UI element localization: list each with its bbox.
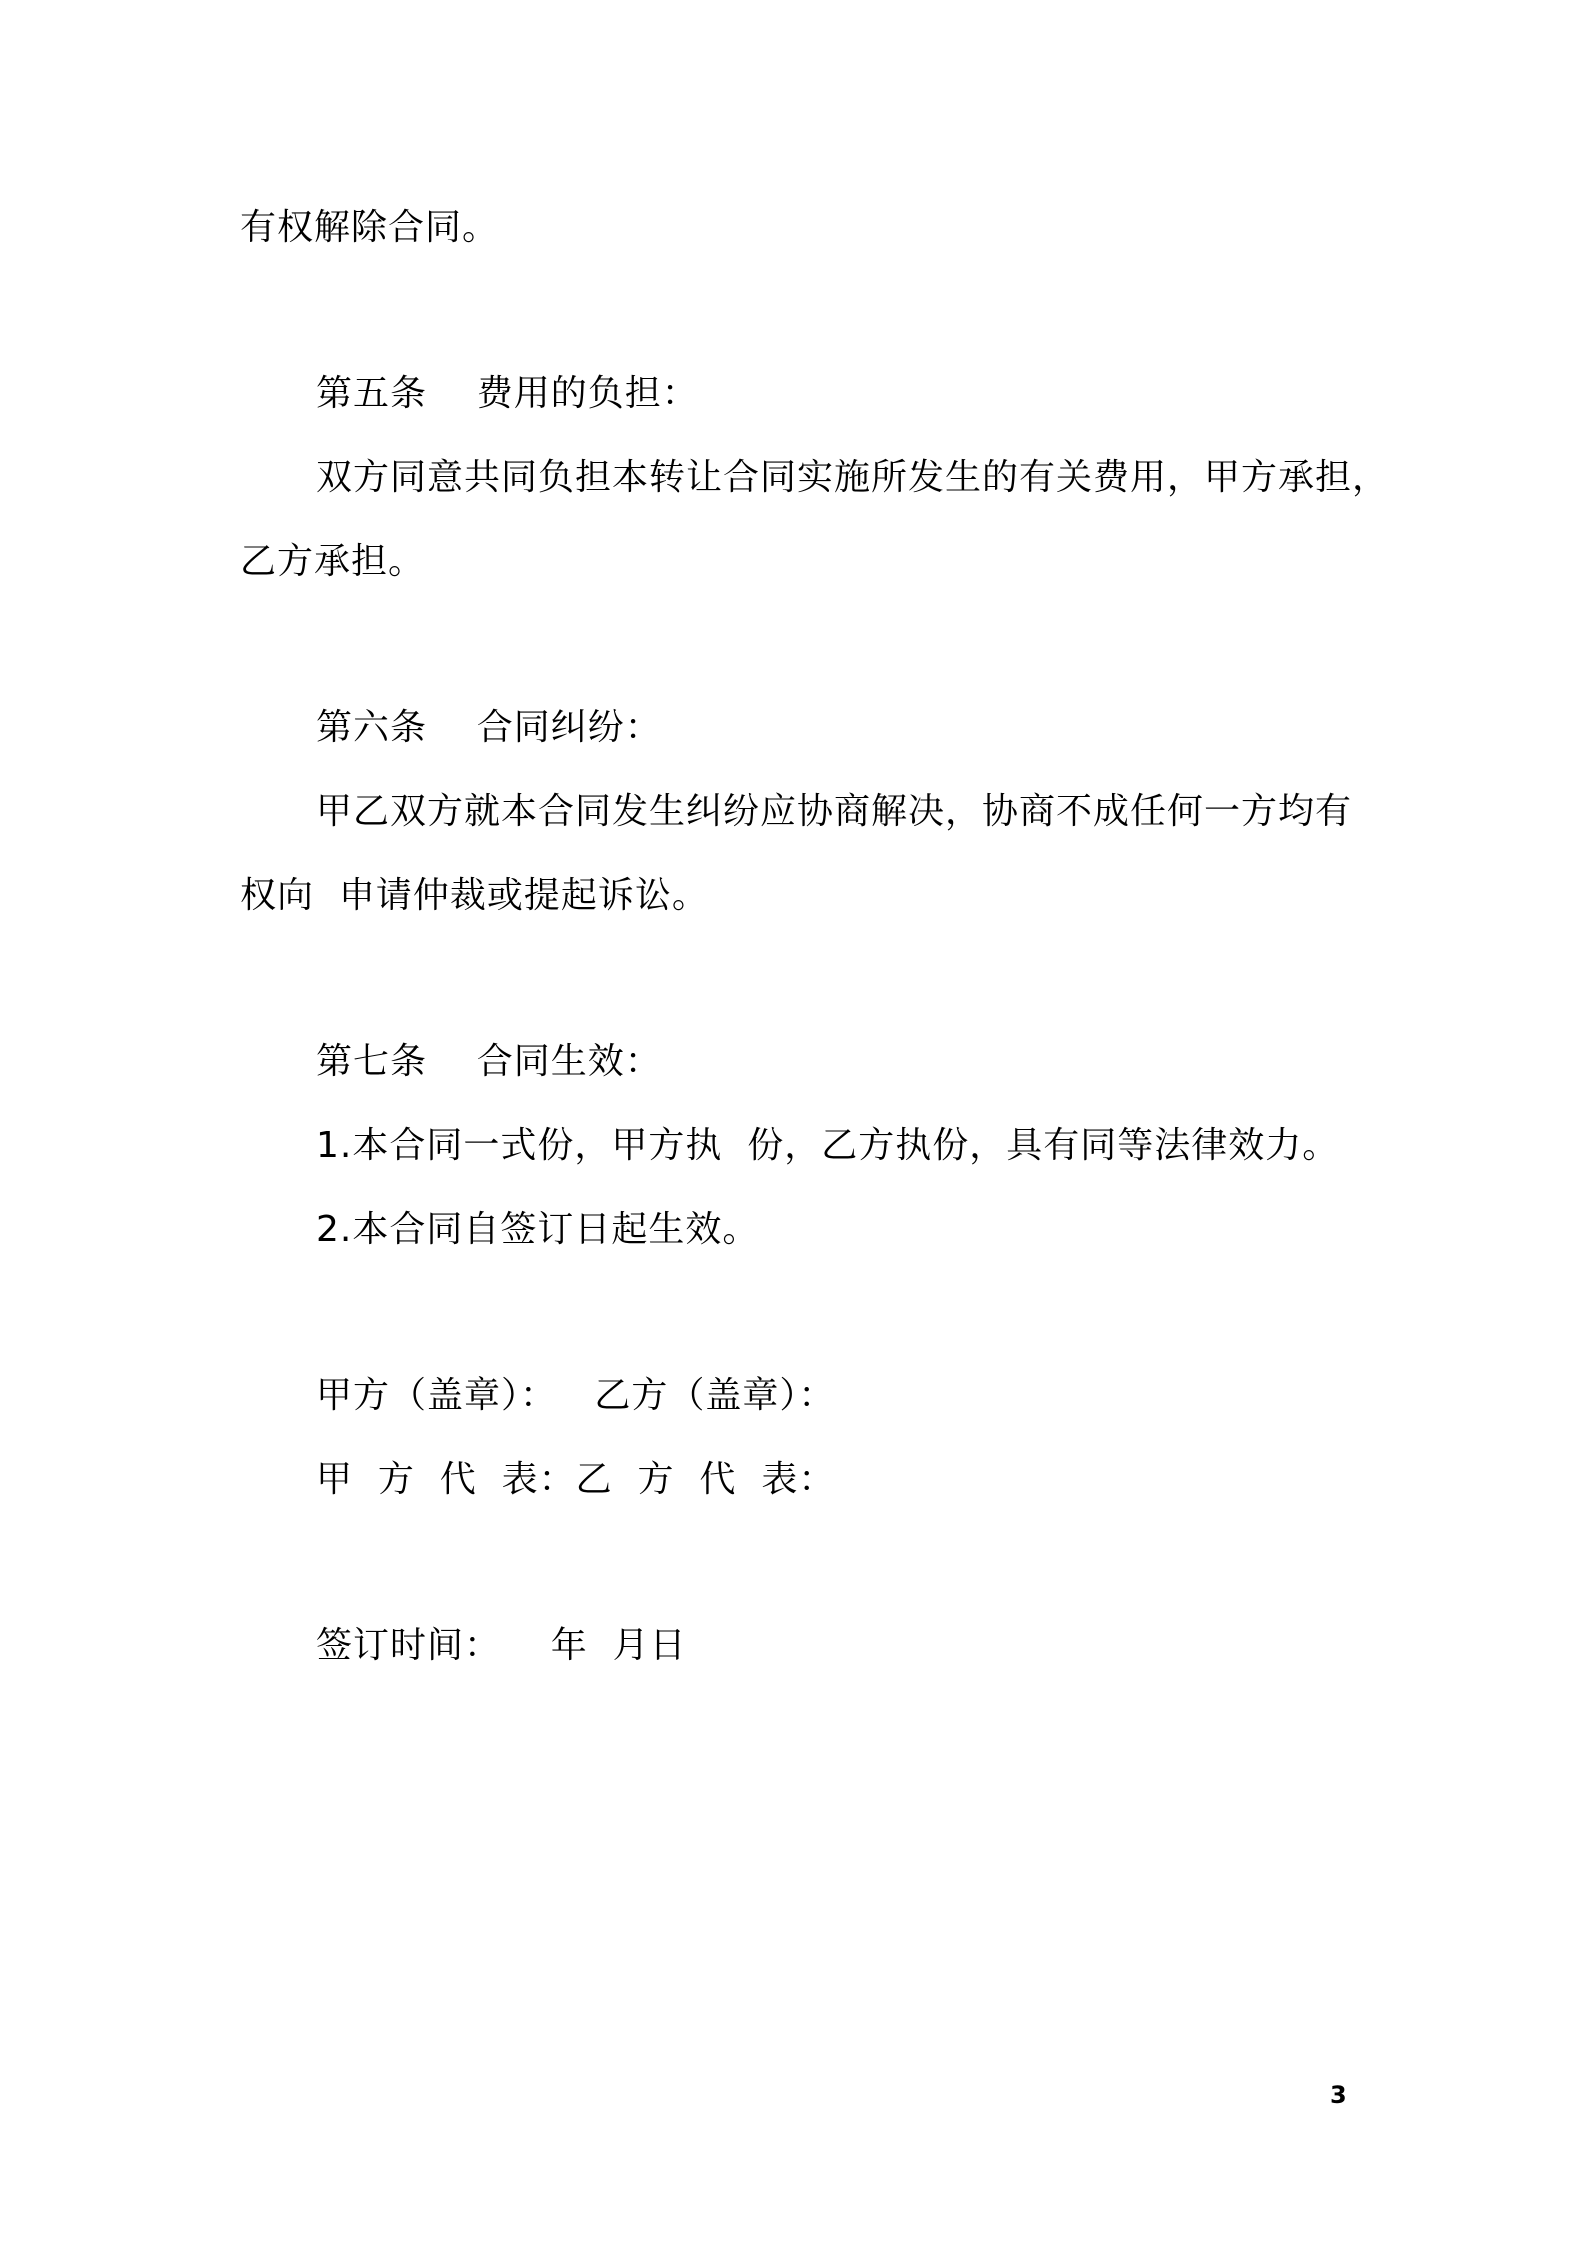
article-7-item-1: 1.本合同一式份，甲方执 份，乙方执份，具有同等法律效力。 (316, 1125, 1340, 1166)
article-6-heading: 第六条 合同纠纷： (316, 707, 662, 748)
article-5-text-line-1: 双方同意共同负担本转让合同实施所发生的有关费用，甲方承担， (316, 457, 1390, 498)
signing-date-line: 签订时间： 年 月日 (316, 1625, 687, 1666)
article-7-heading: 第七条 合同生效： (316, 1041, 662, 1082)
seal-line: 甲方（盖章）： 乙方（盖章）： (316, 1375, 836, 1416)
article-5-heading: 第五条 费用的负担： (316, 373, 699, 414)
article-6-text-line-2: 权向 申请仲裁或提起诉讼。 (240, 875, 709, 916)
representative-line: 甲 方 代 表：乙 方 代 表： (316, 1459, 836, 1500)
article-7-item-2: 2.本合同自签订日起生效。 (316, 1209, 760, 1250)
continuation-text: 有权解除合同。 (240, 207, 500, 248)
article-5-text-line-2: 乙方承担。 (240, 541, 426, 582)
page-number: 3 (1330, 2081, 1347, 2109)
article-6-text-line-1: 甲乙双方就本合同发生纠纷应协商解决，协商不成任何一方均有 (316, 791, 1353, 832)
